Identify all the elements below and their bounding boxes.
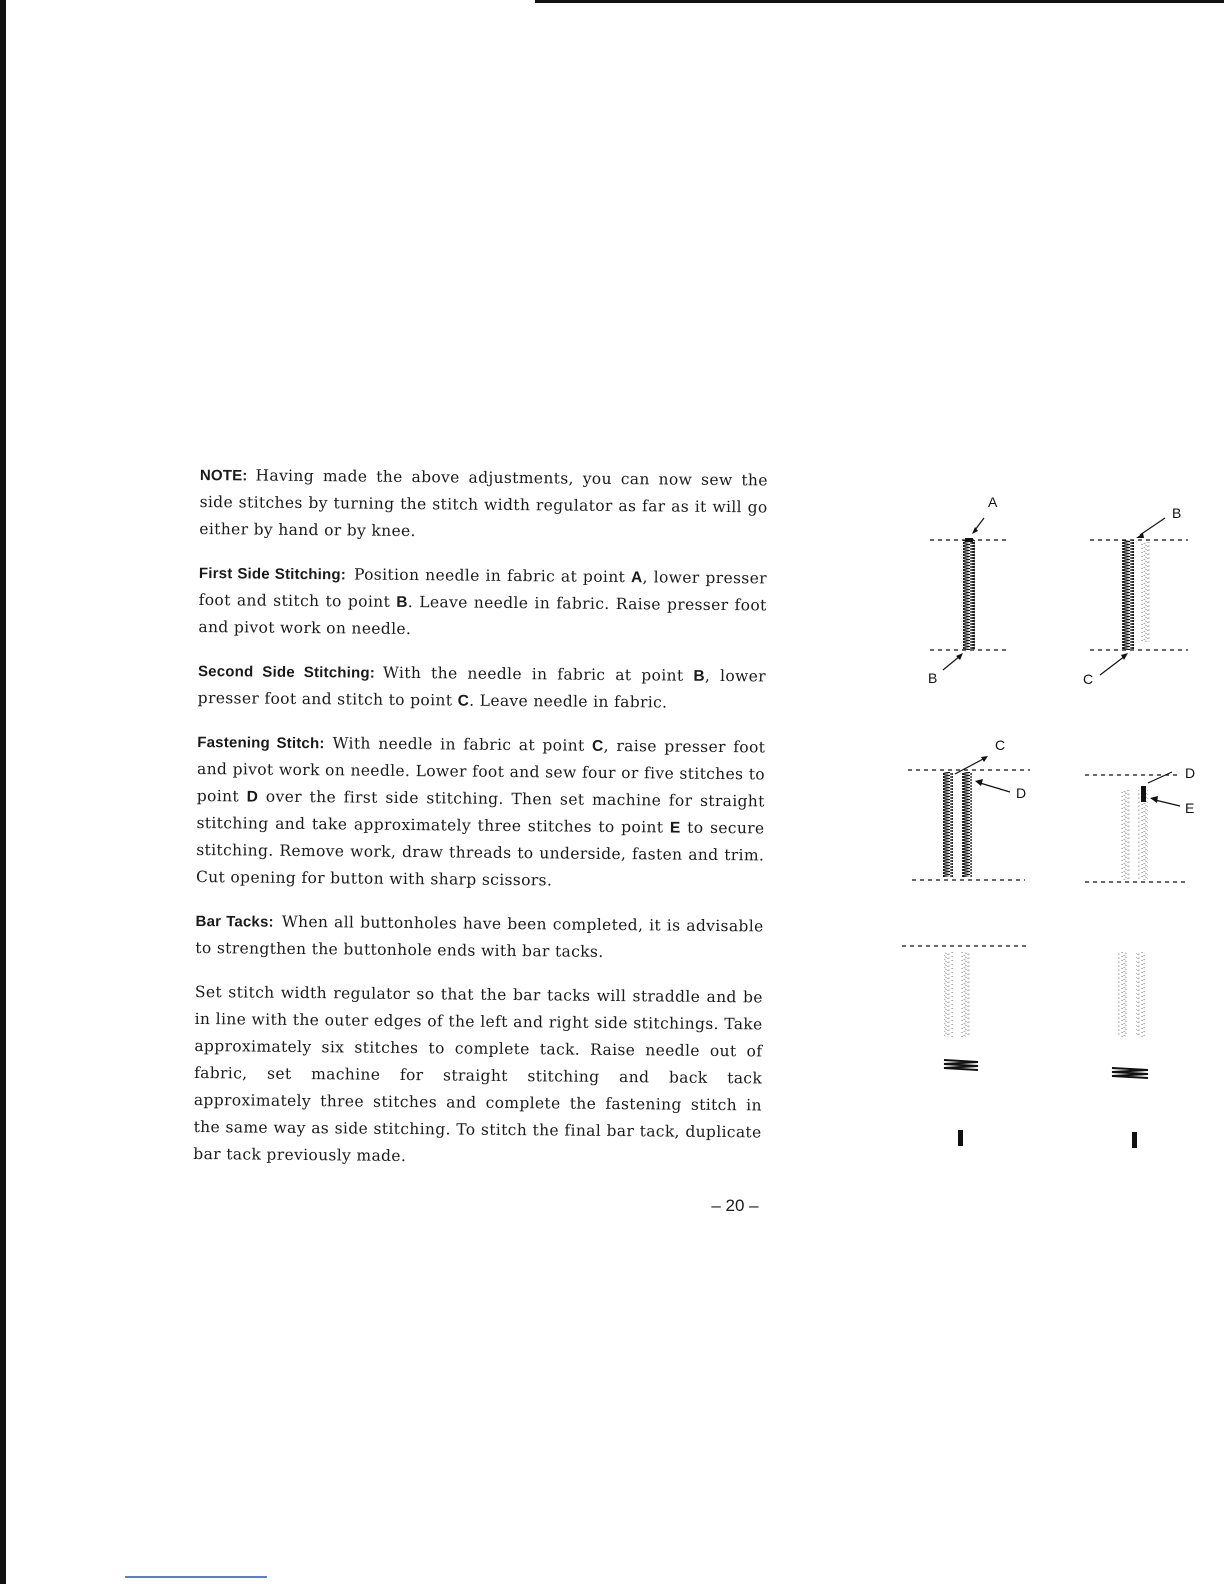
second-side-heading: Second Side Stitching: — [197, 662, 376, 682]
point-label-c: C — [995, 737, 1006, 753]
guide-stitching — [944, 952, 953, 1037]
point-label-b: B — [1172, 505, 1182, 521]
figure-bar-tack-right — [1112, 952, 1148, 1148]
second-side-text: With the needle in fabric at point — [382, 663, 694, 685]
bar-tack — [1112, 1068, 1148, 1078]
arrow-line — [955, 758, 985, 774]
figure-bar-tack-left — [902, 946, 1030, 1146]
point-ref: A — [630, 569, 643, 587]
fastening-text: , raise presser foot and pivot work on needle. Lower foot and sew four or five stitches to point — [196, 736, 766, 806]
figure-first-side — [928, 494, 1006, 686]
first-side-text: . Leave needle in fabric. Raise presser foot and pivot work on needle. — [198, 593, 767, 639]
guide-stitching — [1120, 790, 1130, 880]
guide-stitching — [961, 952, 970, 1037]
arrow-line — [1100, 656, 1125, 675]
straight-stitch-mark — [958, 1130, 963, 1146]
arrow-line — [943, 656, 960, 670]
figure-secure-stitch — [1085, 765, 1195, 882]
point-ref: B — [396, 593, 408, 612]
side-stitching — [1122, 540, 1134, 650]
set-stitch-body: Set stitch width regulator so that the bar tacks will straddle and be in line with the outer edges of the left and right side stitchings. Take approximately six stitches to complete tack. Raise needle out of fabric, set machine for straight stitching and back tack approximately three stitches and complete the fastening stitch in the same way as side stitching. To stitch the final bar tack, duplicate bar tack previously made. — [193, 982, 763, 1166]
arrow-line — [980, 783, 1010, 792]
fastening-text: With needle in fabric at point — [332, 734, 593, 755]
straight-stitch-mark — [1132, 1132, 1137, 1148]
side-stitching — [962, 772, 972, 877]
point-ref: B — [693, 667, 705, 685]
arrow-line — [1140, 518, 1165, 535]
guide-stitching — [1136, 952, 1145, 1037]
point-ref: C — [457, 692, 470, 710]
stitch-end — [1141, 786, 1146, 802]
point-label-c: C — [1083, 671, 1094, 687]
arrow-line — [1155, 800, 1180, 806]
guide-stitching — [1140, 542, 1150, 642]
point-label-a: A — [988, 494, 998, 510]
point-label-d: D — [1185, 765, 1196, 781]
fastening-heading: Fastening Stitch: — [197, 733, 325, 753]
stitch-end — [965, 538, 973, 542]
note-heading: NOTE: — [199, 466, 248, 485]
first-side-text: , lower presser foot and stitch to point — [198, 568, 767, 611]
side-stitching — [963, 540, 975, 650]
page-number: – 20 – — [711, 1196, 759, 1215]
guide-stitching — [1138, 790, 1148, 880]
fastening-text: to secure stitching. Remove work, draw threads to underside, fasten and trim. Cut opening for button with sharp scissors. — [195, 818, 765, 890]
point-label-b: B — [928, 670, 938, 686]
first-side-heading: First Side Stitching: — [198, 564, 347, 584]
point-ref: E — [669, 819, 681, 837]
second-side-text: , lower presser foot and stitch to point — [197, 666, 767, 710]
side-stitching — [943, 772, 953, 877]
figure-fastening-stitch — [908, 737, 1030, 880]
guide-stitching — [1118, 952, 1127, 1037]
bar-tack — [944, 1060, 978, 1070]
point-label-e: E — [1185, 800, 1195, 816]
second-side-text: . Leave needle in fabric. — [469, 691, 668, 712]
arrow-head — [1150, 796, 1158, 803]
arrow-line — [1148, 772, 1172, 783]
bar-tacks-heading: Bar Tacks: — [195, 912, 274, 931]
arrow-head — [1136, 533, 1144, 538]
point-ref: D — [246, 788, 259, 806]
fastening-text: over the first side stitching. Then set machine for straight stitching and take approximately three stitches to point — [196, 787, 765, 837]
point-label-d: D — [1016, 785, 1027, 801]
figure-second-side — [1083, 505, 1188, 687]
first-side-text: Position needle in fabric at point — [353, 565, 632, 587]
note-body: Having made the above adjustments, you can now sew the side stitches by turning the stitch width regulator as far as it will go either by hand or by knee. — [199, 466, 768, 541]
point-ref: C — [592, 737, 604, 755]
arrow-line — [975, 518, 984, 530]
bar-tacks-body: When all buttonholes have been completed, it is advisable to strengthen the buttonhole ends with bar tacks. — [195, 912, 764, 961]
arrow-head — [975, 779, 983, 786]
